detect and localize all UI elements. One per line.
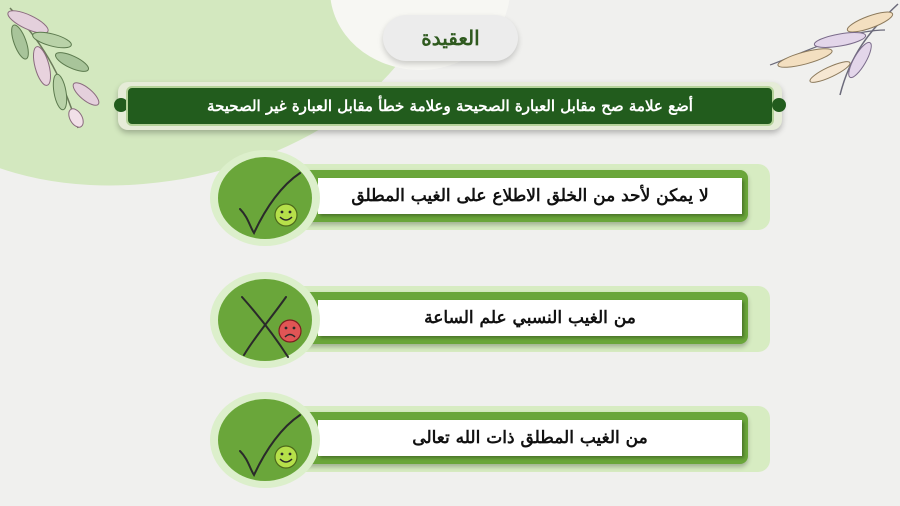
happy-face-icon <box>275 204 297 226</box>
sad-face-icon <box>279 320 301 342</box>
statement-text-box[interactable] <box>318 178 742 214</box>
cross-mark-icon <box>236 291 310 361</box>
instruction-text: أضع علامة صح مقابل العبارة الصحيحة وعلامة خطأ مقابل العبارة غير الصحيحة <box>126 86 774 126</box>
happy-face-icon <box>275 446 297 468</box>
answer-circle[interactable] <box>218 399 312 481</box>
statement-text-box[interactable] <box>318 300 742 336</box>
instruction-banner <box>118 82 782 130</box>
answer-circle[interactable] <box>218 279 312 361</box>
check-mark-icon <box>236 411 310 481</box>
leaf-decoration-icon <box>0 0 110 135</box>
statement-text: من الغيب النسبي علم الساعة <box>424 308 636 328</box>
statement-row-1 <box>210 150 770 246</box>
statement-row-2 <box>210 272 770 368</box>
statement-text-box[interactable] <box>318 420 742 456</box>
page-title: العقيدة <box>383 15 518 61</box>
statement-text: لا يمكن لأحد من الخلق الاطلاع على الغيب المطلق <box>351 186 709 206</box>
statement-text: من الغيب المطلق ذات الله تعالى <box>412 428 648 448</box>
answer-circle[interactable] <box>218 157 312 239</box>
leaf-decoration-icon <box>760 0 900 100</box>
check-mark-icon <box>236 169 310 239</box>
statement-row-3 <box>210 392 770 488</box>
